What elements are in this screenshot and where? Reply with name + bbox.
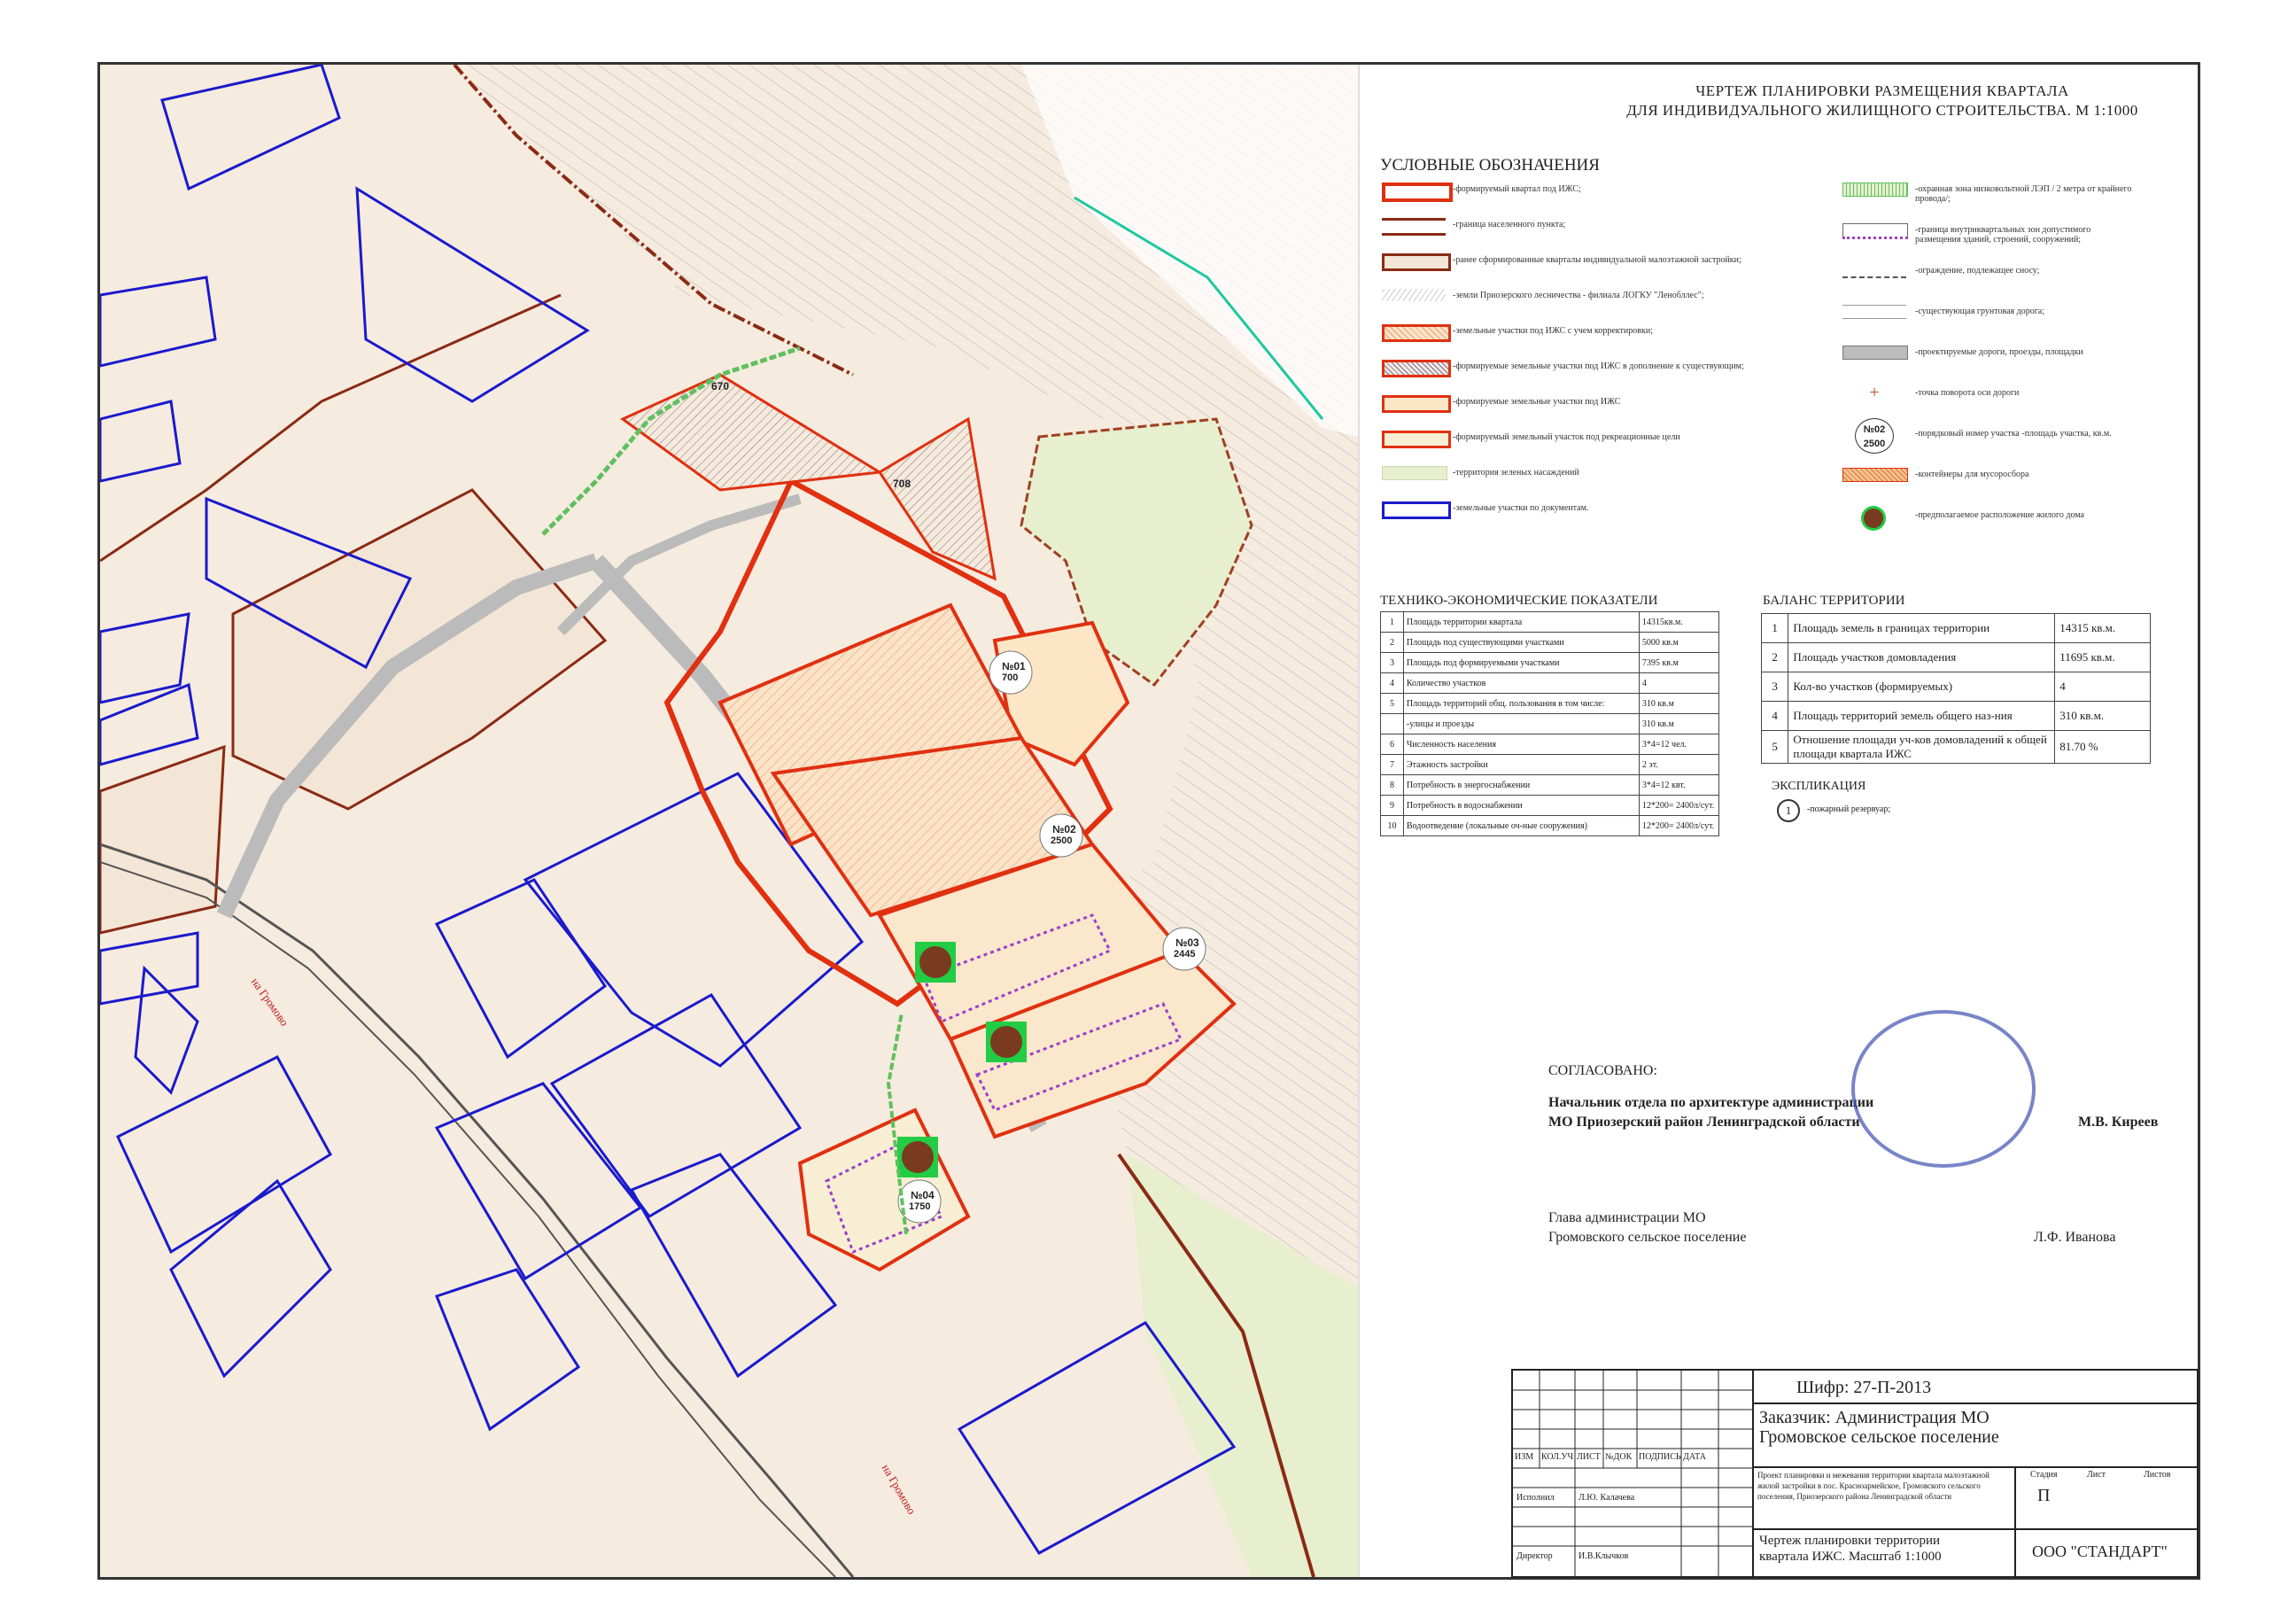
badge-number: №02 bbox=[1863, 424, 1886, 435]
balance-heading: БАЛАНС ТЕРРИТОРИИ bbox=[1763, 594, 1905, 608]
drawing-title bbox=[1572, 82, 2192, 120]
tep-heading: ТЕХНИКО-ЭКОНОМИЧЕСКИЕ ПОКАЗАТЕЛИ bbox=[1380, 594, 1658, 608]
table-cell: 310 кв.м bbox=[1639, 714, 1718, 734]
plot-03-area: 2445 bbox=[1174, 949, 1196, 960]
road-label-gromovo-1: на Громово bbox=[248, 975, 291, 1029]
revision-column-header: №ДОК bbox=[1605, 1452, 1633, 1462]
stage-value: П bbox=[2037, 1486, 2051, 1505]
table-cell: 310 кв.м bbox=[1639, 694, 1718, 714]
site-plan-map bbox=[100, 65, 1358, 1577]
legend-left-label: -формируемый квартал под ИЖС; bbox=[1453, 184, 1581, 194]
drawing-sheet bbox=[97, 62, 2200, 1580]
table-cell: Этажность застройки bbox=[1403, 755, 1639, 775]
building-zone-symbol bbox=[1842, 223, 1908, 239]
head-line-2: Громовского сельское поселение bbox=[1548, 1230, 1747, 1245]
table-cell: 2 bbox=[1381, 633, 1404, 653]
fire-reservoir-icon: 1 bbox=[1777, 799, 1800, 822]
plot-01-area: 700 bbox=[1002, 672, 1019, 683]
table-cell: 5 bbox=[1381, 694, 1404, 714]
table-cell: 5000 кв.м bbox=[1639, 633, 1718, 653]
table-cell: Площадь под формируемыми участками bbox=[1403, 653, 1639, 673]
plot-03-number: №03 bbox=[1175, 936, 1199, 949]
document-plots-symbol bbox=[1382, 501, 1451, 519]
plot-label-708: 708 bbox=[893, 478, 911, 490]
director-role: Директор bbox=[1516, 1551, 1553, 1561]
table-row bbox=[1762, 672, 2151, 702]
table-row bbox=[1381, 796, 1719, 816]
table-row bbox=[1762, 731, 2151, 764]
plot-01-number: №01 bbox=[1002, 660, 1026, 672]
table-cell: Площадь земель в границах территории bbox=[1788, 614, 2055, 643]
corrected-plots-symbol bbox=[1382, 324, 1451, 342]
table-cell: Потребность в энергоснабжении bbox=[1403, 775, 1639, 796]
legend-right-label: -предполагаемое расположение жилого дома bbox=[1915, 510, 2084, 520]
table-row bbox=[1381, 816, 1719, 836]
explication-heading: ЭКСПЛИКАЦИЯ bbox=[1772, 780, 1866, 793]
table-cell: 2 bbox=[1762, 643, 1788, 672]
plot-04-number: №04 bbox=[911, 1189, 935, 1201]
legend-right-label: -порядковый номер участка -площадь участка, кв.м. bbox=[1915, 429, 2112, 439]
title-line-1: ЧЕРТЕЖ ПЛАНИРОВКИ РАЗМЕЩЕНИЯ КВАРТАЛА bbox=[1695, 82, 2069, 99]
table-row bbox=[1381, 633, 1719, 653]
legend-right-label: -охранная зона низковольтной ЛЭП / 2 метра от крайнего провода/; bbox=[1915, 184, 2132, 204]
revision-column-header: КОЛ.УЧ bbox=[1541, 1452, 1574, 1462]
plot-number-symbol bbox=[1855, 418, 1894, 454]
stage-header: Стадия bbox=[2030, 1470, 2058, 1480]
legend-left-label: -ранее сформированные кварталы индивидуальной малоэтажной застройки; bbox=[1453, 255, 1741, 265]
legend-right-label: -существующая грунтовая дорога; bbox=[1915, 307, 2045, 316]
plot-02-area: 2500 bbox=[1051, 835, 1073, 846]
ihs-plots-symbol bbox=[1382, 395, 1451, 413]
waste-container-symbol bbox=[1842, 468, 1908, 482]
table-row bbox=[1381, 755, 1719, 775]
forestry-symbol bbox=[1382, 289, 1446, 301]
table-cell: 4 bbox=[1639, 673, 1718, 694]
legend-left-label: -граница населенного пункта; bbox=[1453, 220, 1566, 229]
earlier-blocks-symbol bbox=[1382, 253, 1451, 271]
table-cell bbox=[1381, 714, 1404, 734]
power-line-zone-symbol bbox=[1842, 183, 1908, 197]
revision-column-header: ДАТА bbox=[1683, 1452, 1706, 1462]
official-seal-icon bbox=[1851, 1010, 2036, 1168]
table-cell: 7395 кв.м bbox=[1639, 653, 1718, 673]
table-row bbox=[1762, 702, 2151, 731]
legend-right-label: -ограждение, подлежащее сносу; bbox=[1915, 266, 2040, 276]
table-row bbox=[1381, 694, 1719, 714]
plot-04-area: 1750 bbox=[909, 1201, 931, 1212]
customer-line-1: Заказчик: Администрация МО bbox=[1759, 1408, 1990, 1427]
table-row bbox=[1762, 643, 2151, 672]
legend-heading: УСЛОВНЫЕ ОБОЗНАЧЕНИЯ bbox=[1380, 156, 1600, 175]
table-cell: 3*4=12 квт. bbox=[1639, 775, 1718, 796]
revision-grid bbox=[1513, 1371, 1754, 1576]
company-name: ООО "СТАНДАРТ" bbox=[2032, 1542, 2168, 1560]
table-cell: 1 bbox=[1762, 614, 1788, 643]
formed-block-symbol bbox=[1382, 183, 1453, 202]
house-symbol bbox=[1864, 509, 1883, 528]
table-cell: 2 эт. bbox=[1639, 755, 1718, 775]
planned-road-symbol bbox=[1842, 346, 1908, 360]
table-cell: Количество участков bbox=[1403, 673, 1639, 694]
plot-02-number: №02 bbox=[1052, 823, 1076, 835]
executor-name: Л.Ю. Калачева bbox=[1578, 1493, 1635, 1503]
table-cell: Потребность в водоснабжении bbox=[1403, 796, 1639, 816]
table-cell: 5 bbox=[1762, 731, 1788, 764]
revision-column-header: ЛИСТ bbox=[1577, 1452, 1601, 1462]
table-row bbox=[1381, 714, 1719, 734]
legend-left-label: -территория зеленых насаждений bbox=[1453, 468, 1579, 478]
sheets-header: Листов bbox=[2144, 1470, 2171, 1480]
tep-table bbox=[1380, 611, 1719, 836]
panel-divider bbox=[1358, 65, 1360, 1577]
table-cell: 1 bbox=[1381, 612, 1404, 633]
revision-column-header: ИЗМ bbox=[1515, 1452, 1534, 1462]
project-description: Проект планировки и межевания территории квартала малоэтажной жилой застройки в пос. Красноармейское, Громовского сельского поселения, Приозерского района Ленинградской области bbox=[1757, 1471, 1990, 1501]
legend-left-label: -земельные участки по документам. bbox=[1453, 503, 1589, 513]
table-cell: Площадь территорий общ. пользования в том числе: bbox=[1403, 694, 1639, 714]
table-row bbox=[1381, 653, 1719, 673]
explication-text: -пожарный резервуар; bbox=[1807, 804, 1891, 814]
table-cell: 81.70 % bbox=[2055, 731, 2151, 764]
table-cell: Площадь участков домовладения bbox=[1788, 643, 2055, 672]
table-cell: 4 bbox=[2055, 672, 2151, 702]
additional-plots-symbol bbox=[1382, 360, 1451, 377]
legend-right-label: -граница внутриквартальных зон допустимого размещения зданий, строений, сооружений; bbox=[1915, 225, 2091, 245]
table-cell: 3 bbox=[1381, 653, 1404, 673]
legend-left-label: -земли Приозерского лесничества - филиала ЛОГКУ "Ленобллес"; bbox=[1453, 291, 1704, 300]
revision-column-header: ПОДПИСЬ bbox=[1639, 1452, 1681, 1462]
head-line-1: Глава администрации МО bbox=[1548, 1210, 1706, 1225]
title-line-2: ДЛЯ ИНДИВИДУАЛЬНОГО ЖИЛИЩНОГО СТРОИТЕЛЬСТВА. М 1:1000 bbox=[1626, 102, 2138, 119]
table-cell: 310 кв.м. bbox=[2055, 702, 2151, 731]
table-row bbox=[1381, 734, 1719, 755]
drawing-title-line-2: квартала ИЖС. Масштаб 1:1000 bbox=[1759, 1550, 1942, 1564]
table-row bbox=[1381, 775, 1719, 796]
table-cell: Отношение площади уч-ков домовладений к общей площади квартала ИЖС bbox=[1788, 731, 2055, 764]
cipher: Шифр: 27-П-2013 bbox=[1796, 1378, 1932, 1397]
recreation-plot-symbol bbox=[1382, 431, 1451, 448]
table-cell: 3*4=12 чел. bbox=[1639, 734, 1718, 755]
table-cell: 3 bbox=[1762, 672, 1788, 702]
approval-line-2: МО Приозерский район Ленинградской области bbox=[1548, 1115, 1860, 1130]
table-cell: 4 bbox=[1381, 673, 1404, 694]
table-cell: 11695 кв.м. bbox=[2055, 643, 2151, 672]
table-cell: Кол-во участков (формируемых) bbox=[1788, 672, 2055, 702]
director-name: И.В.Клычков bbox=[1578, 1551, 1629, 1561]
table-cell: 7 bbox=[1381, 755, 1404, 775]
executor-role: Исполнил bbox=[1516, 1493, 1555, 1503]
table-cell: -улицы и проезды bbox=[1403, 714, 1639, 734]
approval-name-1: М.В. Киреев bbox=[2078, 1115, 2159, 1130]
table-cell: 14315кв.м. bbox=[1639, 612, 1718, 633]
table-cell: Площадь территории квартала bbox=[1403, 612, 1639, 633]
legend-right-label: -точка поворота оси дороги bbox=[1915, 388, 2020, 398]
road-label-gromovo-2: на Громово bbox=[879, 1461, 919, 1517]
table-row bbox=[1381, 673, 1719, 694]
turn-point-symbol: + bbox=[1842, 386, 1906, 399]
table-cell: 12*200= 2400л/сут. bbox=[1639, 816, 1718, 836]
settlement-border-symbol bbox=[1382, 218, 1446, 236]
plot-label-670: 670 bbox=[711, 380, 730, 392]
table-cell: Площадь территорий земель общего наз-ния bbox=[1788, 702, 2055, 731]
legend-left-label: -формируемые земельные участки под ИЖС bbox=[1453, 397, 1621, 407]
table-cell: 4 bbox=[1762, 702, 1788, 731]
table-cell: Площадь под существующими участками bbox=[1403, 633, 1639, 653]
approval-heading: СОГЛАСОВАНО: bbox=[1548, 1063, 1657, 1078]
legend-right-label: -проектируемые дороги, проезды, площадки bbox=[1915, 347, 2083, 357]
table-cell: Численность населения bbox=[1403, 734, 1639, 755]
table-cell: 6 bbox=[1381, 734, 1404, 755]
approval-line-1: Начальник отдела по архитектуре администрации bbox=[1548, 1095, 1874, 1110]
table-cell: 10 bbox=[1381, 816, 1404, 836]
revision-columns bbox=[1513, 1452, 1752, 1468]
legend-left-label: -формируемый земельный участок под рекреационные цели bbox=[1453, 432, 1680, 442]
table-row bbox=[1762, 614, 2151, 643]
table-cell: 12*200= 2400л/сут. bbox=[1639, 796, 1718, 816]
table-cell: Водоотведение (локальные оч-ные сооружения) bbox=[1403, 816, 1639, 836]
table-cell: 8 bbox=[1381, 775, 1404, 796]
legend-left-label: -земельные участки под ИЖС с учем корректировки; bbox=[1453, 326, 1653, 336]
badge-area: 2500 bbox=[1863, 439, 1886, 449]
balance-table bbox=[1761, 613, 2151, 764]
sheet-header: Лист bbox=[2087, 1470, 2106, 1480]
legend-right-label: -контейнеры для мусоросбора bbox=[1915, 470, 2029, 479]
drawing-title-line-1: Чертеж планировки территории bbox=[1759, 1534, 1941, 1548]
dirt-road-symbol bbox=[1842, 305, 1906, 319]
green-area-symbol bbox=[1382, 466, 1447, 480]
table-cell: 14315 кв.м. bbox=[2055, 614, 2151, 643]
legend-left-label: -формируемые земельные участки под ИЖС в дополнение к существующим; bbox=[1453, 361, 1744, 371]
fence-symbol bbox=[1842, 264, 1906, 278]
table-row bbox=[1381, 612, 1719, 633]
table-cell: 9 bbox=[1381, 796, 1404, 816]
title-block bbox=[1511, 1369, 2199, 1578]
customer-line-2: Громовское сельское поселение bbox=[1759, 1427, 1999, 1447]
approval-name-2: Л.Ф. Иванова bbox=[2034, 1230, 2116, 1245]
